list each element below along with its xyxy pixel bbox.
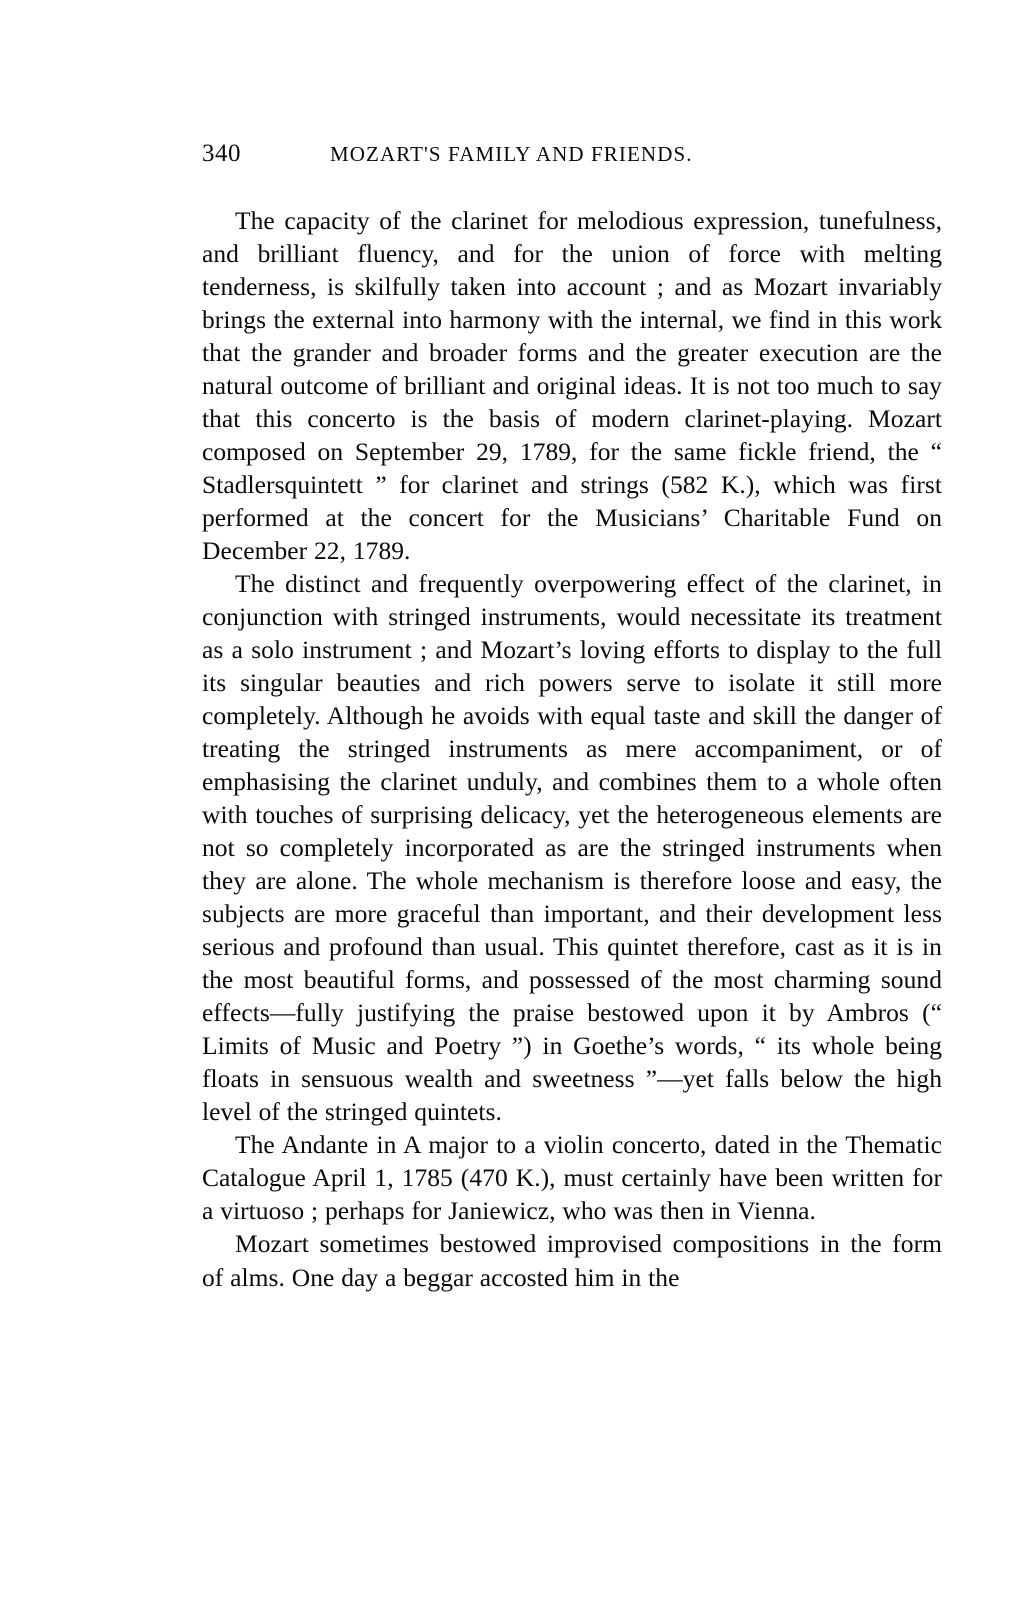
page-header [202, 140, 942, 166]
page-number: 340 [202, 140, 241, 167]
running-title: MOZART'S FAMILY AND FRIENDS. [330, 142, 693, 166]
paragraph-3: The Andante in A major to a violin concerto, dated in the Thematic Catalogue April 1, 1785 (470 K.), must certainly have been written for a virtuoso ; perhaps for Janiewicz, who was then in Vienna. [202, 1130, 942, 1226]
page-content [202, 140, 942, 1294]
paragraph-2: The distinct and frequently overpowering effect of the clarinet, in conjunction with stringed instruments, would necessitate its treatment as a solo instrument ; and Mozart’s loving efforts to display to the full its singular beauties and rich powers serve to isolate it still more completely. Although he avoids with equal taste and skill the danger of treating the stringed instruments as mere accompaniment, or of emphasising the clarinet unduly, and combines them to a whole often with touches of surprising delicacy, yet the heterogeneous elements are not so completely incorporated as are the stringed instruments when they are alone. The whole mechanism is therefore loose and easy, the subjects are more graceful than important, and their development less serious and profound than usual. This quintet therefore, cast as it is in the most beautiful forms, and possessed of the most charming sound effects—fully justifying the praise bestowed upon it by Ambros (“ Limits of Music and Poetry ”) in Goethe’s words, “ its whole being floats in sensuous wealth and sweetness ”—yet falls below the high level of the stringed quintets. [202, 569, 942, 1127]
paragraph-1: The capacity of the clarinet for melodious expression, tunefulness, and brilliant fluency, and for the union of force with melting tenderness, is skilfully taken into account ; and as Mozart invariably brings the external into harmony with the internal, we find in this work that the grander and broader forms and the greater execution are the natural outcome of brilliant and original ideas. It is not too much to say that this concerto is the basis of modern clarinet-playing. Mozart composed on September 29, 1789, for the same fickle friend, the “ Stadlersquintett ” for clarinet and strings (582 K.), which was first performed at the concert for the Musicians’ Charitable Fund on December 22, 1789. [202, 206, 942, 566]
paragraph-4: Mozart sometimes bestowed improvised compositions in the form of alms. One day a beggar accosted him in the [202, 1229, 942, 1292]
